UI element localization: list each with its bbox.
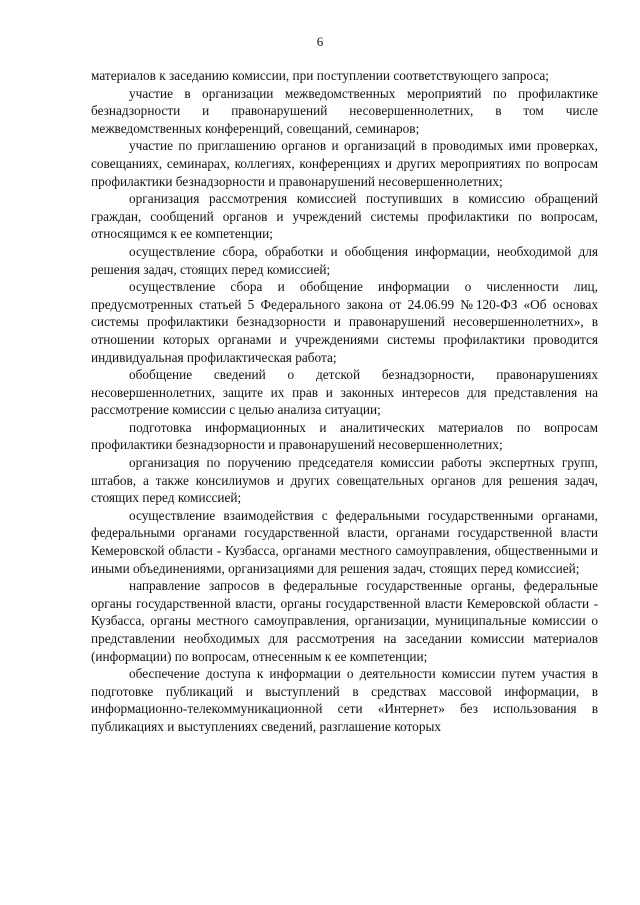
- paragraph-analytical-materials: подготовка информационных и аналитических материалов по вопросам профилактики безнадзорности и правонарушений несовершеннолетних;: [91, 419, 598, 453]
- page-number: 6: [316, 34, 324, 49]
- document-body: [91, 67, 598, 736]
- paragraph-headcount-information: осуществление сбора и обобщение информации о численности лиц, предусмотренных статьей 5 Федерального закона от 24.06.99 №120-ФЗ «Об основах системы профилактики безнадзорности и правонарушений несовершеннолетних», в отношении которых органами и учреждениями системы профилактики проводится индивидуальная профилактическая работа;: [91, 279, 598, 365]
- paragraph-interagency-events: участие в организации межведомственных мероприятий по профилактике безнадзорности и правонарушений несовершеннолетних, в том числе межведомственных конференций, совещаний, семинаров;: [91, 85, 598, 136]
- paragraph-neglect-summary: обобщение сведений о детской безнадзорности, правонарушениях несовершеннолетних, защите их прав и законных интересов для представления на рассмотрение комиссии с целью анализа ситуации;: [91, 367, 598, 418]
- paragraph-expert-groups: организация по поручению председателя комиссии работы экспертных групп, штабов, а также консилиумов и других совещательных органов для решения задач, стоящих перед комиссией;: [91, 455, 598, 506]
- paragraph-appeals-review: организация рассмотрения комиссией поступивших в комиссию обращений граждан, сообщений органов и учреждений системы профилактики по вопросам, относящимся к ее компетенции;: [91, 191, 598, 242]
- paragraph-information-collection: осуществление сбора, обработки и обобщения информации, необходимой для решения задач, стоящих перед комиссией;: [91, 243, 598, 277]
- paragraph-information-access: обеспечение доступа к информации о деятельности комиссии путем участия в подготовке публикаций и выступлений в средствах массовой информации, в информационно-телекоммуникационной сети «Интернет» без использования в публикациях и выступлениях сведений, разглашение которых: [91, 666, 598, 734]
- paragraph-inspections-participation: участие по приглашению органов и организаций в проводимых ими проверках, совещаниях, семинарах, коллегиях, конференциях и других мероприятиях по вопросам профилактики безнадзорности и правонарушений несовершеннолетних;: [91, 138, 598, 189]
- paragraph-requests: направление запросов в федеральные государственные органы, федеральные органы государственной власти, органы государственной власти Кемеровской области - Кузбасса, органы местного самоуправления, организации, муниципальные комиссии о представлении необходимых для рассмотрения на заседании комиссии материалов (информации) по вопросам, отнесенным к ее компетенции;: [91, 578, 598, 664]
- paragraph-cooperation: осуществление взаимодействия с федеральными государственными органами, федеральными органами государственной власти, органами государственной власти Кемеровской области - Кузбасса, органами местного самоуправления, общественными и иными объединениями, организациями для решения задач, стоящих перед комиссией;: [91, 507, 598, 576]
- paragraph-continuation: материалов к заседанию комиссии, при поступлении соответствующего запроса;: [91, 68, 550, 83]
